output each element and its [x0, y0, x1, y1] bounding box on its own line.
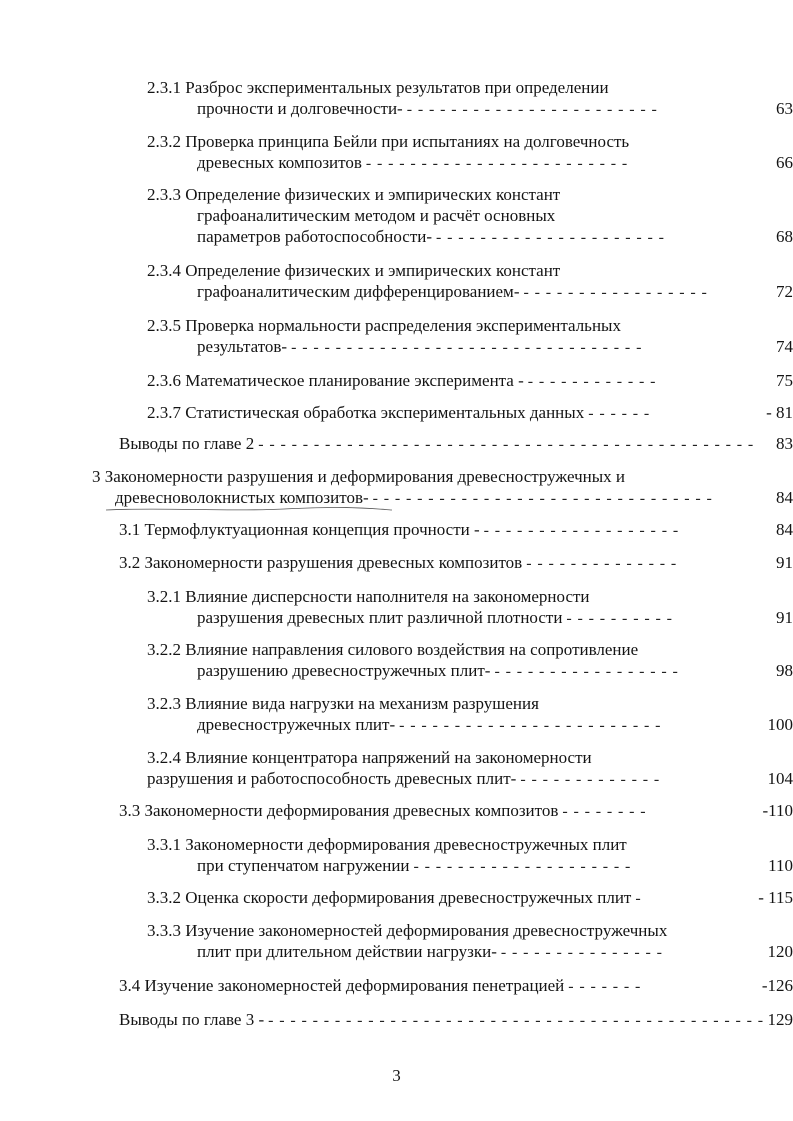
dot-leader: - - - - - - - - - - - - - - - - - - - - - - - - - - - - - - - - - - - - - - - - - - - - - — [268, 1012, 764, 1029]
toc-entry-title: Выводы по главе 2 - - - - - - - - - - - - - - - - - - - - - - - - - - - - - - - - - - - - - - - - - - - - - 83 — [119, 434, 793, 453]
toc-entry-title-cont: разрушения и работоспособность древесных плит- - - - - - - - - - - - - - 104 — [147, 769, 793, 788]
toc-entry — [0, 747, 793, 790]
dot-leader: - - - - - - - - - - - - - — [520, 771, 661, 788]
toc-entry — [0, 466, 793, 509]
toc-entry — [0, 639, 793, 682]
toc-page-ref: 84 — [776, 488, 793, 507]
toc-entry-title: Выводы по главе 3 - - - - - - - - - - - - - - - - - - - - - - - - - - - - - - - - - - - - - - - - - - - - - - 129 — [119, 1010, 793, 1029]
toc-entry-title-cont: плит при длительном действии нагрузки- - - - - - - - - - - - - - - - 120 — [197, 942, 793, 961]
toc-entry — [0, 975, 793, 997]
toc-page-ref: 66 — [776, 153, 793, 172]
dot-leader: - - - - - - - - - - - - - - - - - - - - - - - - - - - - - - - - — [291, 339, 643, 356]
toc-entry-title: 3.1 Термофлуктуационная концепция прочности - - - - - - - - - - - - - - - - - - - 84 — [119, 520, 793, 539]
toc-entry-title-cont: древесностружечных плит- - - - - - - - - - - - - - - - - - - - - - - - - 100 — [197, 715, 793, 734]
toc-entry — [0, 433, 793, 455]
toc-entry — [0, 131, 793, 174]
toc-entry — [0, 519, 793, 541]
toc-entry — [0, 1009, 793, 1031]
toc-page-ref: - 115 — [758, 888, 793, 907]
toc-entry-title: 3.4 Изучение закономерностей деформирования пенетрацией - - - - - - - -126 — [119, 976, 793, 995]
dot-leader: - - - - - - - — [568, 978, 642, 995]
toc-page-ref: 84 — [776, 520, 793, 539]
toc-entry-title: 2.3.4 Определение физических и эмпирических констант — [147, 261, 561, 280]
dot-leader: - - - - - - - - - - - - — [527, 373, 657, 390]
handwritten-underline-mark — [104, 505, 394, 513]
toc-page-ref: 74 — [776, 337, 793, 356]
toc-page-ref: 104 — [767, 769, 793, 788]
dot-leader: - - - - - - - - — [562, 803, 647, 820]
toc-entry-title-cont: графоаналитическим дифференцированием- - - - - - - - - - - - - - - - - - 72 — [197, 282, 793, 301]
toc-entry-title: 2.3.5 Проверка нормальности распределения экспериментальных — [147, 316, 621, 335]
toc-entry-title-cont: при ступенчатом нагружении - - - - - - - - - - - - - - - - - - - - 110 — [197, 856, 793, 875]
dot-leader: - - - - - - - - - - - - - - - - - - — [483, 522, 680, 539]
toc-entry — [0, 887, 793, 909]
dot-leader: - - - - - - — [588, 405, 651, 422]
toc-entry-title-cont: прочности и долговечности- - - - - - - - - - - - - - - - - - - - - - - - 63 — [197, 99, 793, 118]
toc-entry-title-cont: графоаналитическим методом и расчёт основных — [197, 206, 556, 225]
toc-entry-title: 3.3 Закономерности деформирования древесных композитов - - - - - - - - -110 — [119, 801, 793, 820]
toc-page-ref: 100 — [767, 715, 793, 734]
toc-entry-title: 2.3.2 Проверка принципа Бейли при испытаниях на долговечность — [147, 132, 630, 151]
toc-entry-title: 3.2.3 Влияние вида нагрузки на механизм разрушения — [147, 694, 539, 713]
toc-entry-title: 3.2.4 Влияние концентратора напряжений на закономерности — [147, 748, 592, 767]
toc-page-ref: 129 — [767, 1010, 793, 1029]
toc-page-ref: 91 — [776, 608, 793, 627]
dot-leader: - - - - - - - - - - - - - - — [526, 555, 678, 572]
toc-entry-title-cont: древесных композитов - - - - - - - - - - - - - - - - - - - - - - - - 66 — [197, 153, 793, 172]
toc-entry-title: 3.3.1 Закономерности деформирования древесностружечных плит — [147, 835, 627, 854]
toc-entry — [0, 800, 793, 822]
toc-entry — [0, 77, 793, 120]
dot-leader: - - - - - - - - - - - - - - - — [500, 944, 663, 961]
toc-entry-title: 2.3.7 Статистическая обработка экспериментальных данных - - - - - - - 81 — [147, 403, 793, 422]
toc-entry — [0, 315, 793, 358]
toc-entry-title-cont: результатов- - - - - - - - - - - - - - - - - - - - - - - - - - - - - - - - - 74 — [197, 337, 793, 356]
toc-page-ref: 68 — [776, 227, 793, 246]
toc-page-ref: -126 — [761, 976, 793, 995]
toc-entry-title-cont: параметров работоспособности- - - - - - - - - - - - - - - - - - - - - - 68 — [197, 227, 793, 246]
toc-page-ref: 110 — [768, 856, 793, 875]
toc-entry — [0, 260, 793, 303]
toc-entry-title-cont: разрушения древесных плит различной плотности - - - - - - - - - - 91 — [197, 608, 793, 627]
toc-page-ref: 63 — [776, 99, 793, 118]
toc-entry — [0, 586, 793, 629]
dot-leader: - - - - - - - - - - - - - - - - - — [523, 284, 708, 301]
toc-page-ref: 120 — [767, 942, 793, 961]
toc-entry — [0, 834, 793, 877]
dot-leader: - - - - - - - - - - - - - - - - - - - - — [413, 858, 632, 875]
toc-entry — [0, 370, 793, 392]
toc-entry-title: 2.3.1 Разброс экспериментальных результатов при определении — [147, 78, 609, 97]
toc-page-ref: 75 — [776, 371, 793, 390]
toc-page-ref: 83 — [776, 434, 793, 453]
toc-page-ref: 98 — [776, 661, 793, 680]
toc-entry — [0, 920, 793, 963]
toc-entry-title: 3.2.1 Влияние дисперсности наполнителя на закономерности — [147, 587, 590, 606]
toc-entry-title: 3 Закономерности разрушения и деформирования древесностружечных и — [92, 467, 625, 486]
dot-leader: - - - - - - - - - - - - - - - - - - - - - - - - - - - - - - - — [372, 490, 713, 507]
dot-leader: - - - - - - - - - - - - - - - - - — [494, 663, 679, 680]
toc-entry-title: 3.3.3 Изучение закономерностей деформирования древесностружечных — [147, 921, 668, 940]
toc-entry-title-cont: разрушению древесностружечных плит- - - - - - - - - - - - - - - - - - 98 — [197, 661, 793, 680]
toc-entry-title: 3.3.2 Оценка скорости деформирования древесностружечных плит - - 115 — [147, 888, 793, 907]
toc-page-ref: -110 — [762, 801, 793, 820]
toc-entry-title: 3.2 Закономерности разрушения древесных композитов - - - - - - - - - - - - - - 91 — [119, 553, 793, 572]
toc-entry — [0, 184, 793, 248]
toc-entry — [0, 402, 793, 424]
dot-leader: - - - - - - - - - - - - - - - - - - - - - - - — [406, 101, 658, 118]
dot-leader: - - - - - - - - - - - - - - - - - - - - - - - - — [365, 155, 629, 172]
dot-leader: - — [635, 890, 642, 907]
toc-entry-title-cont: древесноволокнистых композитов- - - - - - - - - - - - - - - - - - - - - - - - - - - - - - - - 84 — [115, 488, 793, 507]
toc-entry-title: 2.3.6 Математическое планирование эксперимента - - - - - - - - - - - - - 75 — [147, 371, 793, 390]
toc-page-ref: 72 — [776, 282, 793, 301]
toc-page-ref: - 81 — [766, 403, 793, 422]
page-number: 3 — [392, 1066, 401, 1085]
dot-leader: - - - - - - - - - - - - - - - - - - - - - - - - — [399, 717, 662, 734]
dot-leader: - - - - - - - - - - - - - - - - - - - - - - - - - - - - - - - - - - - - - - - - - - - - - — [258, 436, 755, 453]
toc-entry — [0, 693, 793, 736]
toc-entry-title: 2.3.3 Определение физических и эмпирических констант — [147, 185, 561, 204]
dot-leader: - - - - - - - - - - — [566, 610, 673, 627]
toc-page-ref: 91 — [776, 553, 793, 572]
toc-entry — [0, 552, 793, 574]
toc-entry-title: 3.2.2 Влияние направления силового воздействия на сопротивление — [147, 640, 639, 659]
dot-leader: - - - - - - - - - - - - - - - - - - - - - — [436, 229, 665, 246]
